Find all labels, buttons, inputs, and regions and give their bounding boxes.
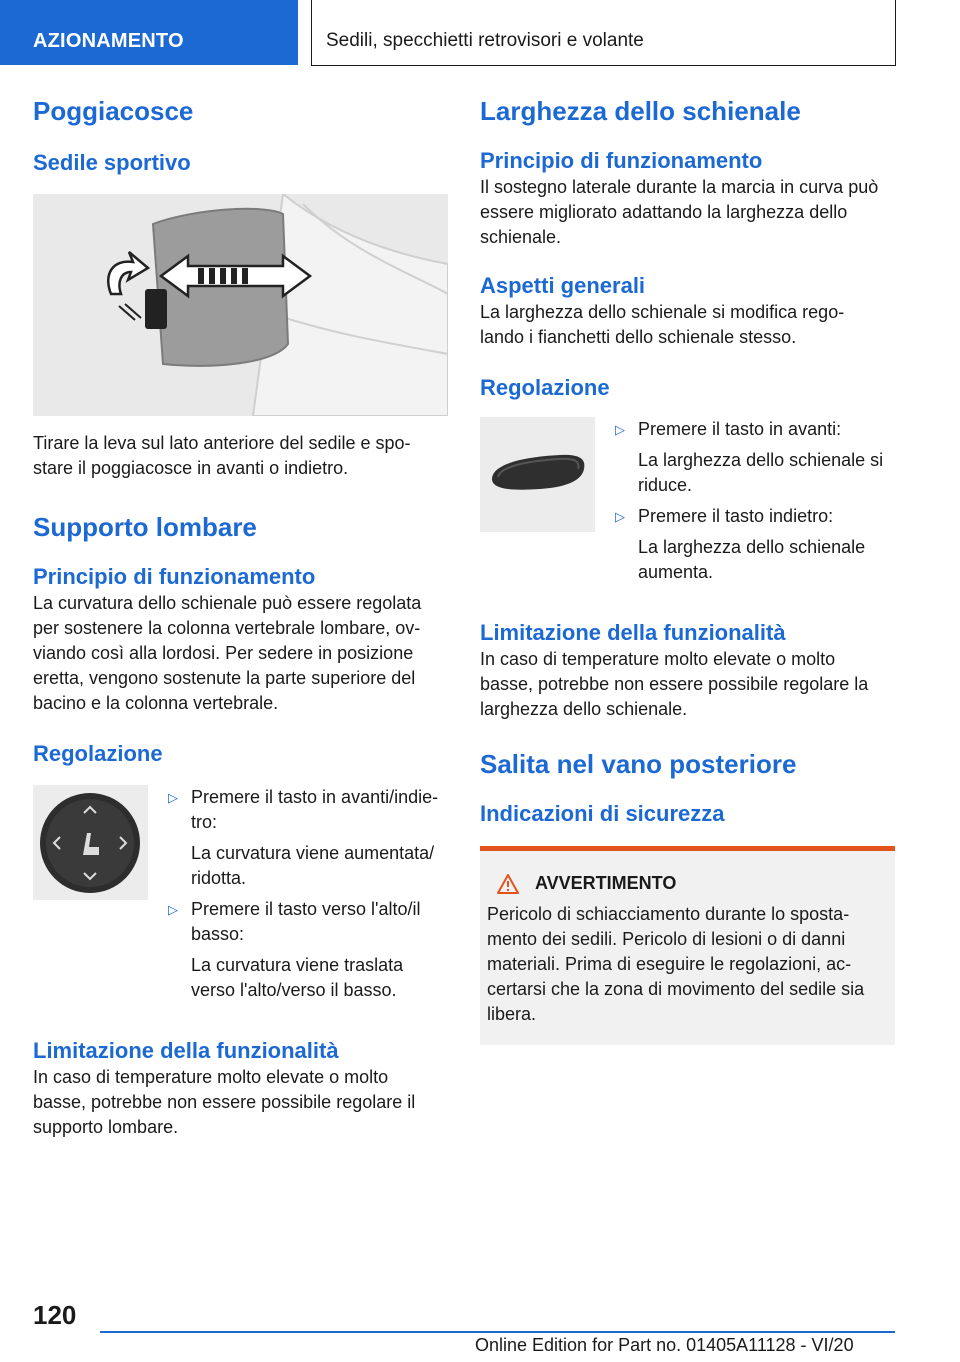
- width-limitation-text: In caso di temperature molto elevate o molto basse, potrebbe non essere possibile regolare la larghezza dello schienale.: [480, 649, 869, 719]
- warning-text: Pericolo di schiacciamento durante lo sposta- mento dei sedili. Pericolo di lesioni o di danni materiali. Prima di eseguire le regolazioni, ac- certarsi che la zona di movimento del sedile sia libera.: [487, 904, 865, 1024]
- warning-title: AVVERTIMENTO: [487, 871, 887, 896]
- seat-thigh-support-figure: [33, 194, 448, 416]
- seat-thigh-support-illustration: [33, 194, 448, 416]
- list-item: ▷ Premere il tasto in avanti/indie- tro:: [168, 787, 439, 832]
- headrest-title: Poggiacosce: [33, 96, 194, 126]
- right-column: [480, 95, 898, 1045]
- headrest-subtitle: Sedile sportivo: [33, 150, 191, 175]
- lumbar-title: Supporto lombare: [33, 512, 257, 542]
- lumbar-regulation: [33, 785, 448, 1003]
- footer-divider: [100, 1331, 895, 1333]
- lumbar-principle-heading: Principio di funzionamento: [33, 564, 316, 589]
- backrest-width-figure: [480, 417, 595, 532]
- list-item: ▷ Premere il tasto indietro:: [615, 504, 898, 529]
- width-title: Larghezza dello schienale: [480, 96, 801, 126]
- lumbar-limitation-heading: Limitazione della funzionalità: [33, 1038, 339, 1063]
- triangle-bullet-icon: ▷: [615, 509, 625, 524]
- width-regulation-heading: Regolazione: [480, 375, 610, 400]
- triangle-bullet-icon: ▷: [615, 422, 625, 437]
- width-general-text: La larghezza dello schienale si modifica rego- lando i fianchetti dello schienale stesso.: [480, 302, 845, 347]
- list-item-result: La curvatura viene aumentata/ ridotta.: [191, 843, 435, 888]
- width-regulation: [480, 417, 898, 585]
- rear-access-title: Salita nel vano posteriore: [480, 749, 797, 779]
- list-item-result: La larghezza dello schienale si riduce.: [638, 450, 884, 495]
- chapter-title: Sedili, specchietti retrovisori e volante: [311, 0, 896, 66]
- width-limitation-heading: Limitazione della funzionalità: [480, 620, 786, 645]
- headrest-text: Tirare la leva sul lato anteriore del sedile e spo- stare il poggiacosce in avanti o indietro.: [33, 433, 411, 478]
- list-item: ▷ Premere il tasto verso l'alto/il basso:: [168, 899, 421, 944]
- width-principle-text: Il sostegno laterale durante la marcia in curva può essere migliorato adattando la larghezza dello schienale.: [480, 177, 879, 247]
- list-item: ▷ Premere il tasto in avanti:: [615, 417, 898, 442]
- left-column: [33, 95, 448, 1140]
- width-steps: [595, 417, 898, 585]
- edition-note: Online Edition for Part no. 01405A11128 - VI/20: [475, 1335, 854, 1355]
- warning-box: [480, 846, 895, 1045]
- lumbar-control-figure: [33, 785, 148, 900]
- safety-heading: Indicazioni di sicurezza: [480, 801, 725, 826]
- section-tab: AZIONAMENTO: [0, 0, 298, 65]
- lumbar-steps: [148, 785, 448, 1003]
- width-general-heading: Aspetti generali: [480, 273, 646, 298]
- lumbar-limitation-text: In caso di temperature molto elevate o molto basse, potrebbe non essere possibile regolare il supporto lombare.: [33, 1067, 416, 1137]
- lumbar-principle-text: La curvatura dello schienale può essere regolata per sostenere la colonna vertebrale lombare, ov- viando così alla lordosi. Per sedere in posizione eretta, vengono sostenute la parte superiore del bacino e la colonna vertebrale.: [33, 593, 422, 713]
- triangle-bullet-icon: ▷: [168, 790, 178, 805]
- list-item-result: La curvatura viene traslata verso l'alto/verso il basso.: [191, 955, 404, 1000]
- lumbar-control-button: [33, 785, 148, 900]
- triangle-bullet-icon: ▷: [168, 902, 178, 917]
- page-number: 120: [33, 1300, 77, 1330]
- list-item-result: La larghezza dello schienale aumenta.: [638, 537, 866, 582]
- width-principle-heading: Principio di funzionamento: [480, 148, 763, 173]
- backrest-width-button: [480, 417, 595, 532]
- lumbar-regulation-heading: Regolazione: [33, 741, 163, 766]
- warning-triangle-icon: [497, 874, 519, 894]
